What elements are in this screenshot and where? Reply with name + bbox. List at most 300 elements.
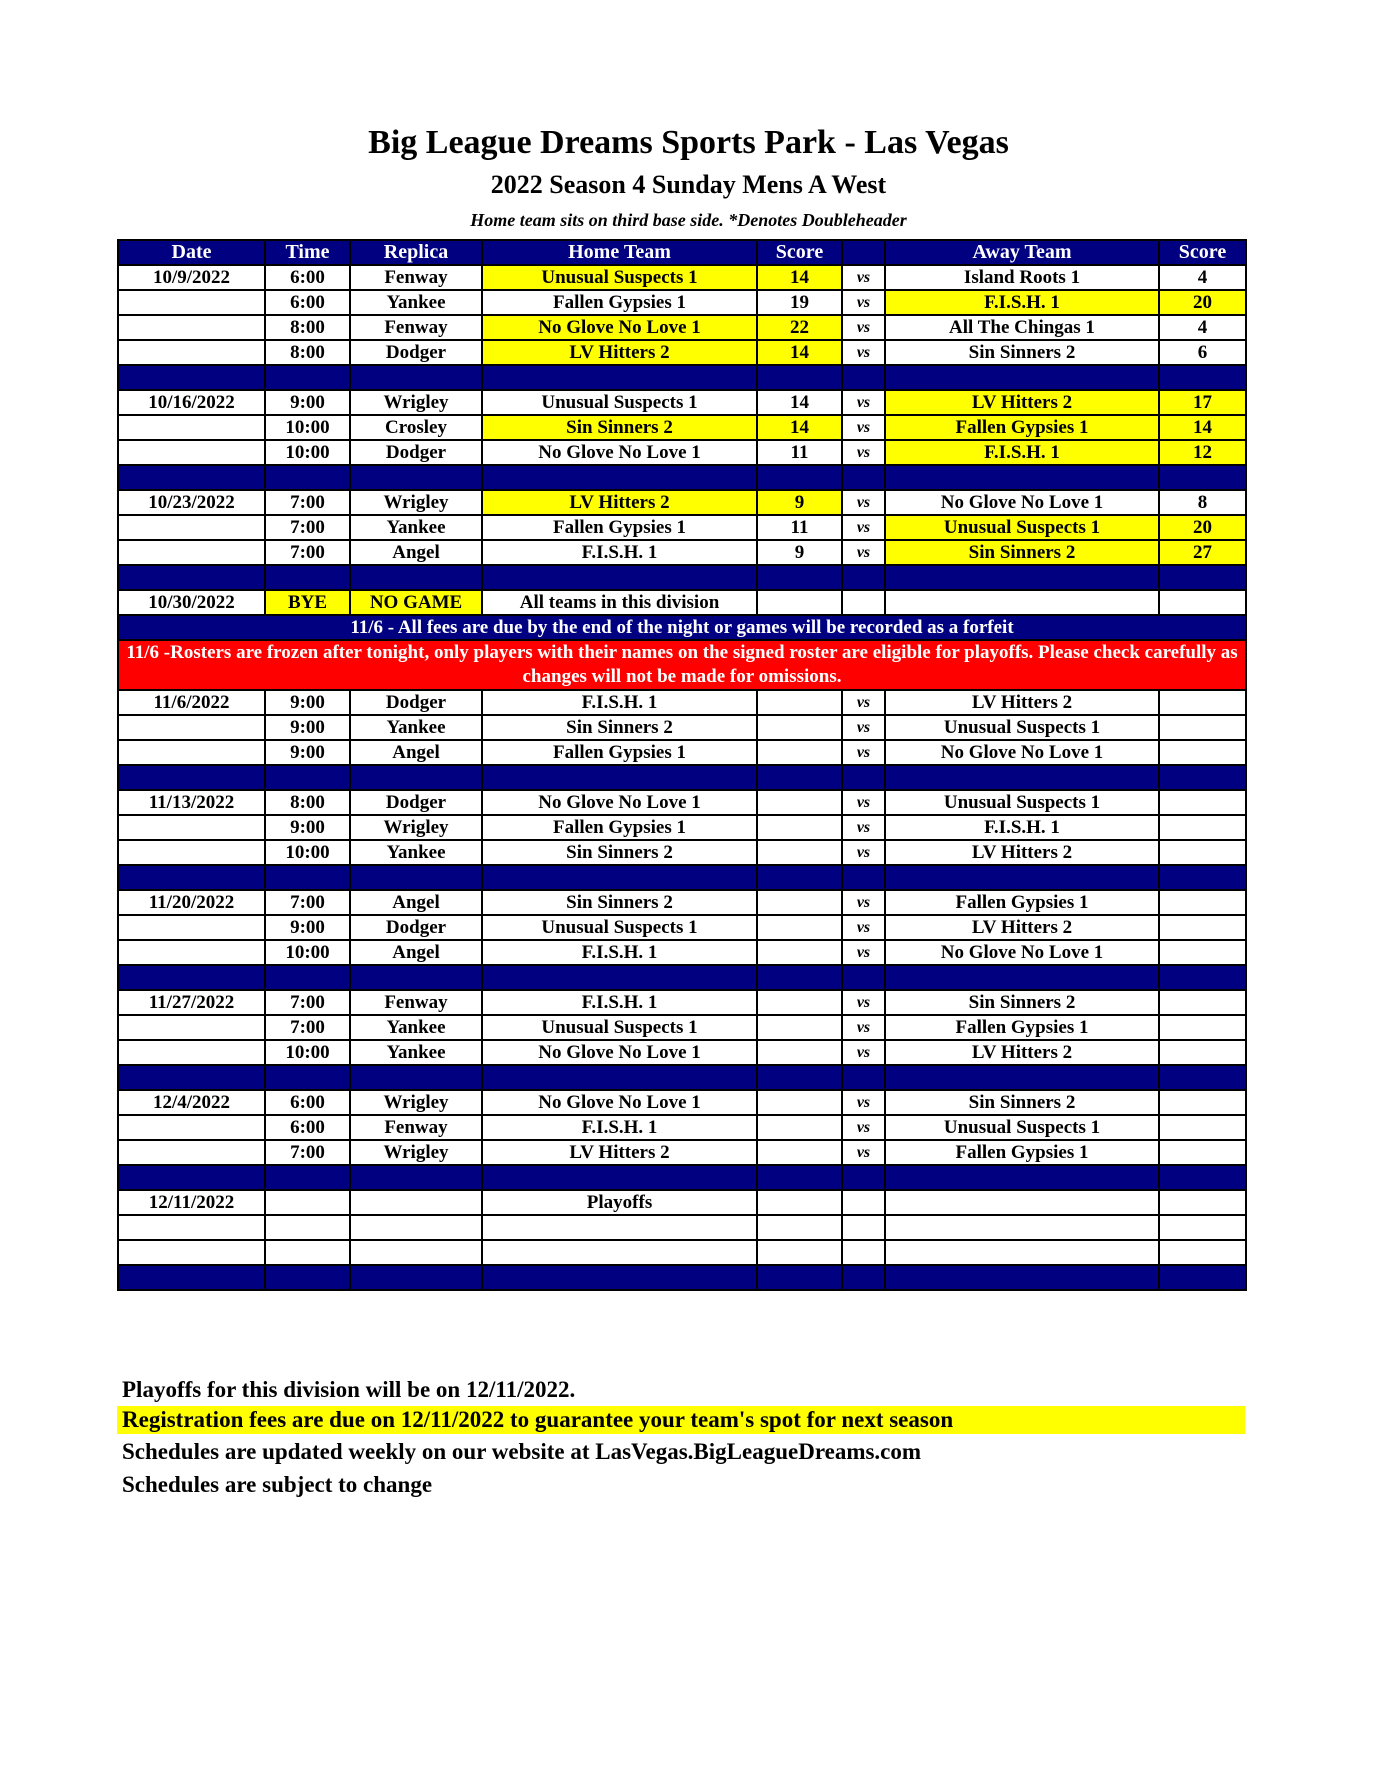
separator-cell (482, 865, 757, 890)
cell-home-team: No Glove No Love 1 (482, 790, 757, 815)
cell-replica: NO GAME (350, 590, 482, 615)
cell-vs: vs (842, 790, 885, 815)
cell-away-team: Fallen Gypsies 1 (885, 415, 1159, 440)
cell-away-team: Unusual Suspects 1 (885, 1115, 1159, 1140)
separator-row (118, 765, 1246, 790)
cell-date (118, 840, 265, 865)
cell-away-score (1159, 940, 1246, 965)
cell-home-team: Fallen Gypsies 1 (482, 740, 757, 765)
cell-away-score (1159, 1190, 1246, 1215)
table-row (118, 690, 1246, 715)
cell-time: 9:00 (265, 815, 350, 840)
cell-away-team: All The Chingas 1 (885, 315, 1159, 340)
cell-away-team: F.I.S.H. 1 (885, 440, 1159, 465)
separator-cell (118, 465, 265, 490)
cell-vs: vs (842, 740, 885, 765)
cell-replica: Wrigley (350, 1140, 482, 1165)
cell-replica: Fenway (350, 990, 482, 1015)
fee-notice: 11/6 - All fees are due by the end of the night or games will be recorded as a forfeit (118, 615, 1246, 640)
separator-cell (118, 865, 265, 890)
separator-cell (265, 865, 350, 890)
footer-subject-to-change: Schedules are subject to change (122, 1472, 433, 1497)
separator-cell (842, 865, 885, 890)
cell-vs: vs (842, 490, 885, 515)
cell-vs: vs (842, 840, 885, 865)
cell-away-score: 4 (1159, 315, 1246, 340)
cell-home-score: 9 (757, 540, 842, 565)
cell-date (118, 440, 265, 465)
cell-away-score (1159, 740, 1246, 765)
cell-home-score (757, 990, 842, 1015)
cell-home-team: F.I.S.H. 1 (482, 940, 757, 965)
cell-time: 7:00 (265, 490, 350, 515)
cell-home-score: 22 (757, 315, 842, 340)
cell-away-score (1159, 1040, 1246, 1065)
cell-time: 9:00 (265, 915, 350, 940)
table-row (118, 1240, 1246, 1265)
separator-cell (350, 465, 482, 490)
cell-away-team: Sin Sinners 2 (885, 340, 1159, 365)
cell-vs: vs (842, 1015, 885, 1040)
cell-replica: Fenway (350, 265, 482, 290)
separator-cell (1159, 1065, 1246, 1090)
cell-home-score (757, 1215, 842, 1240)
cell-vs: vs (842, 440, 885, 465)
separator-cell (350, 1265, 482, 1290)
cell-date (118, 1015, 265, 1040)
separator-cell (265, 465, 350, 490)
cell-time: 10:00 (265, 415, 350, 440)
cell-vs: vs (842, 540, 885, 565)
separator-cell (885, 1265, 1159, 1290)
header-home-team: Home Team (482, 240, 757, 265)
cell-home-team: LV Hitters 2 (482, 490, 757, 515)
table-row (118, 840, 1246, 865)
cell-time: 7:00 (265, 1140, 350, 1165)
separator-cell (350, 1065, 482, 1090)
table-row (118, 740, 1246, 765)
footer-playoffs: Playoffs for this division will be on 12/11/2022. (122, 1377, 576, 1402)
cell-replica: Yankee (350, 715, 482, 740)
separator-cell (842, 1165, 885, 1190)
cell-date (118, 1140, 265, 1165)
table-row (118, 1040, 1246, 1065)
cell-replica: Yankee (350, 840, 482, 865)
cell-vs: vs (842, 390, 885, 415)
cell-away-team: LV Hitters 2 (885, 915, 1159, 940)
cell-vs (842, 1190, 885, 1215)
cell-home-team: LV Hitters 2 (482, 340, 757, 365)
separator-cell (350, 365, 482, 390)
cell-vs (842, 1240, 885, 1265)
cell-time: 7:00 (265, 1015, 350, 1040)
header-away-score: Score (1159, 240, 1246, 265)
cell-vs: vs (842, 415, 885, 440)
cell-time: 10:00 (265, 1040, 350, 1065)
cell-away-score (1159, 1090, 1246, 1115)
separator-cell (885, 565, 1159, 590)
cell-vs: vs (842, 940, 885, 965)
cell-home-team: LV Hitters 2 (482, 1140, 757, 1165)
cell-away-team: Unusual Suspects 1 (885, 790, 1159, 815)
cell-away-team: LV Hitters 2 (885, 390, 1159, 415)
cell-home-team: F.I.S.H. 1 (482, 540, 757, 565)
separator-row (118, 1265, 1246, 1290)
table-row (118, 1140, 1246, 1165)
cell-home-score (757, 1090, 842, 1115)
cell-away-team: Fallen Gypsies 1 (885, 1140, 1159, 1165)
cell-vs: vs (842, 1040, 885, 1065)
cell-replica: Fenway (350, 315, 482, 340)
cell-home-team: No Glove No Love 1 (482, 315, 757, 340)
separator-cell (757, 465, 842, 490)
cell-time: 6:00 (265, 290, 350, 315)
separator-cell (265, 565, 350, 590)
separator-cell (757, 1265, 842, 1290)
cell-away-team (885, 1215, 1159, 1240)
cell-away-score: 20 (1159, 290, 1246, 315)
cell-away-score (1159, 1015, 1246, 1040)
cell-date (118, 1240, 265, 1265)
separator-cell (1159, 1265, 1246, 1290)
cell-vs: vs (842, 690, 885, 715)
cell-time: 9:00 (265, 390, 350, 415)
cell-time (265, 1240, 350, 1265)
cell-vs: vs (842, 290, 885, 315)
cell-away-score: 20 (1159, 515, 1246, 540)
cell-away-score: 27 (1159, 540, 1246, 565)
table-row (118, 265, 1246, 290)
cell-away-team: Sin Sinners 2 (885, 540, 1159, 565)
cell-home-score: 11 (757, 515, 842, 540)
cell-home-score: 11 (757, 440, 842, 465)
cell-time: 8:00 (265, 340, 350, 365)
cell-date (118, 1115, 265, 1140)
cell-away-team: Fallen Gypsies 1 (885, 1015, 1159, 1040)
separator-cell (885, 1065, 1159, 1090)
cell-time: 9:00 (265, 740, 350, 765)
cell-vs: vs (842, 315, 885, 340)
table-row (118, 715, 1246, 740)
separator-cell (118, 1165, 265, 1190)
separator-cell (842, 365, 885, 390)
separator-row (118, 965, 1246, 990)
cell-replica (350, 1215, 482, 1240)
fee-notice-row (118, 615, 1246, 640)
cell-home-team: F.I.S.H. 1 (482, 690, 757, 715)
cell-time: 9:00 (265, 715, 350, 740)
cell-away-score: 17 (1159, 390, 1246, 415)
cell-time: BYE (265, 590, 350, 615)
separator-cell (757, 1165, 842, 1190)
cell-date: 10/16/2022 (118, 390, 265, 415)
cell-replica: Dodger (350, 440, 482, 465)
separator-cell (757, 765, 842, 790)
separator-cell (1159, 365, 1246, 390)
cell-vs: vs (842, 1115, 885, 1140)
table-row (118, 390, 1246, 415)
cell-time: 7:00 (265, 515, 350, 540)
cell-date (118, 915, 265, 940)
cell-home-team: Fallen Gypsies 1 (482, 815, 757, 840)
cell-replica: Dodger (350, 340, 482, 365)
table-row (118, 1215, 1246, 1240)
header-time: Time (265, 240, 350, 265)
cell-away-score: 8 (1159, 490, 1246, 515)
table-row (118, 1115, 1246, 1140)
cell-away-team: LV Hitters 2 (885, 690, 1159, 715)
table-row (118, 290, 1246, 315)
cell-replica: Wrigley (350, 1090, 482, 1115)
table-row (118, 440, 1246, 465)
cell-away-team: Sin Sinners 2 (885, 990, 1159, 1015)
schedule-note: Home team sits on third base side. *Denotes Doubleheader (470, 210, 907, 230)
schedule-table (117, 239, 1247, 1291)
cell-away-team (885, 1240, 1159, 1265)
cell-home-score (757, 815, 842, 840)
cell-away-score: 14 (1159, 415, 1246, 440)
page-subtitle: 2022 Season 4 Sunday Mens A West (490, 170, 887, 199)
cell-home-score (757, 1240, 842, 1265)
separator-cell (842, 1065, 885, 1090)
cell-vs: vs (842, 890, 885, 915)
separator-cell (482, 465, 757, 490)
cell-away-team (885, 1190, 1159, 1215)
separator-cell (118, 1065, 265, 1090)
cell-date (118, 1215, 265, 1240)
separator-cell (118, 365, 265, 390)
cell-away-score (1159, 915, 1246, 940)
cell-home-team: Sin Sinners 2 (482, 715, 757, 740)
separator-cell (265, 1165, 350, 1190)
separator-cell (482, 1265, 757, 1290)
separator-cell (118, 765, 265, 790)
page-title: Big League Dreams Sports Park - Las Vegas (368, 124, 1009, 161)
separator-cell (842, 765, 885, 790)
table-row (118, 515, 1246, 540)
cell-date: 10/9/2022 (118, 265, 265, 290)
cell-time: 8:00 (265, 790, 350, 815)
cell-time: 6:00 (265, 1115, 350, 1140)
header-replica: Replica (350, 240, 482, 265)
cell-home-team: F.I.S.H. 1 (482, 990, 757, 1015)
cell-replica: Angel (350, 740, 482, 765)
header-away-team: Away Team (885, 240, 1159, 265)
cell-replica: Dodger (350, 690, 482, 715)
separator-cell (265, 965, 350, 990)
cell-time: 10:00 (265, 840, 350, 865)
cell-time: 7:00 (265, 540, 350, 565)
cell-vs: vs (842, 340, 885, 365)
separator-row (118, 1165, 1246, 1190)
table-row (118, 1015, 1246, 1040)
bye-row (118, 590, 1246, 615)
table-row (118, 1190, 1246, 1215)
cell-home-team: Unusual Suspects 1 (482, 915, 757, 940)
separator-cell (350, 1165, 482, 1190)
cell-home-team: Sin Sinners 2 (482, 840, 757, 865)
cell-vs: vs (842, 515, 885, 540)
cell-home-score: 19 (757, 290, 842, 315)
cell-date (118, 815, 265, 840)
cell-time: 7:00 (265, 890, 350, 915)
separator-cell (265, 1065, 350, 1090)
cell-home-score (757, 840, 842, 865)
cell-time: 6:00 (265, 1090, 350, 1115)
cell-away-score (1159, 1215, 1246, 1240)
table-row (118, 915, 1246, 940)
separator-cell (1159, 565, 1246, 590)
cell-home-score: 14 (757, 265, 842, 290)
cell-vs: vs (842, 1090, 885, 1115)
separator-cell (482, 565, 757, 590)
cell-away-team: F.I.S.H. 1 (885, 290, 1159, 315)
cell-away-team: LV Hitters 2 (885, 840, 1159, 865)
table-header-row (118, 240, 1246, 265)
cell-home-score (757, 715, 842, 740)
table-row (118, 815, 1246, 840)
cell-away-team: Island Roots 1 (885, 265, 1159, 290)
cell-replica: Angel (350, 540, 482, 565)
cell-replica: Angel (350, 940, 482, 965)
cell-vs: vs (842, 715, 885, 740)
cell-replica: Yankee (350, 515, 482, 540)
cell-away-team: No Glove No Love 1 (885, 740, 1159, 765)
cell-away-score (1159, 1140, 1246, 1165)
header-date: Date (118, 240, 265, 265)
cell-away-score (1159, 890, 1246, 915)
cell-vs: vs (842, 990, 885, 1015)
cell-home-score: 14 (757, 340, 842, 365)
table-row (118, 1090, 1246, 1115)
separator-row (118, 365, 1246, 390)
cell-time: 6:00 (265, 265, 350, 290)
separator-cell (757, 1065, 842, 1090)
cell-home-team: No Glove No Love 1 (482, 1090, 757, 1115)
cell-vs: vs (842, 1140, 885, 1165)
cell-away-score (1159, 840, 1246, 865)
cell-away-team: Sin Sinners 2 (885, 1090, 1159, 1115)
cell-home-score (757, 740, 842, 765)
footer-website: Schedules are updated weekly on our website at LasVegas.BigLeagueDreams.com (122, 1439, 922, 1464)
cell-date (118, 540, 265, 565)
cell-replica: Wrigley (350, 390, 482, 415)
separator-cell (265, 765, 350, 790)
cell-date (118, 1040, 265, 1065)
cell-away-score (1159, 1115, 1246, 1140)
cell-date (118, 290, 265, 315)
cell-away-score (1159, 790, 1246, 815)
cell-home-team: Sin Sinners 2 (482, 890, 757, 915)
cell-date: 10/23/2022 (118, 490, 265, 515)
separator-row (118, 1065, 1246, 1090)
table-row (118, 315, 1246, 340)
separator-cell (482, 1065, 757, 1090)
separator-cell (350, 965, 482, 990)
cell-away-score: 4 (1159, 265, 1246, 290)
separator-cell (265, 1265, 350, 1290)
cell-date: 11/27/2022 (118, 990, 265, 1015)
cell-away-score (1159, 990, 1246, 1015)
cell-replica: Crosley (350, 415, 482, 440)
cell-home-score (757, 1040, 842, 1065)
cell-away-team: Fallen Gypsies 1 (885, 890, 1159, 915)
cell-home-score (757, 940, 842, 965)
cell-date (118, 415, 265, 440)
separator-cell (482, 765, 757, 790)
cell-away-team: Unusual Suspects 1 (885, 715, 1159, 740)
cell-away-score (1159, 1240, 1246, 1265)
table-row (118, 790, 1246, 815)
separator-cell (885, 765, 1159, 790)
cell-away-score (1159, 815, 1246, 840)
cell-home-team: Playoffs (482, 1190, 757, 1215)
cell-home-score: 14 (757, 415, 842, 440)
separator-cell (350, 865, 482, 890)
cell-time: 10:00 (265, 440, 350, 465)
separator-cell (482, 1165, 757, 1190)
cell-date: 11/6/2022 (118, 690, 265, 715)
cell-away-team: Unusual Suspects 1 (885, 515, 1159, 540)
cell-away-score (1159, 590, 1246, 615)
cell-away-score: 6 (1159, 340, 1246, 365)
separator-cell (885, 865, 1159, 890)
cell-home-score: 9 (757, 490, 842, 515)
roster-notice-row (118, 640, 1246, 690)
separator-row (118, 565, 1246, 590)
cell-home-team: Fallen Gypsies 1 (482, 515, 757, 540)
table-row (118, 940, 1246, 965)
roster-notice: 11/6 -Rosters are frozen after tonight, only players with their names on the signed roster are eligible for playoffs. Please check carefully as changes will not be made for omissions. (118, 640, 1246, 690)
cell-home-team (482, 1215, 757, 1240)
cell-date (118, 315, 265, 340)
separator-cell (842, 565, 885, 590)
cell-home-score (757, 590, 842, 615)
separator-row (118, 865, 1246, 890)
separator-cell (885, 365, 1159, 390)
cell-home-score (757, 1015, 842, 1040)
cell-replica: Dodger (350, 790, 482, 815)
table-row (118, 490, 1246, 515)
footer-registration: Registration fees are due on 12/11/2022 to guarantee your team's spot for next season (117, 1406, 1245, 1434)
cell-vs: vs (842, 265, 885, 290)
cell-home-team: Unusual Suspects 1 (482, 1015, 757, 1040)
separator-cell (757, 365, 842, 390)
cell-replica: Yankee (350, 1015, 482, 1040)
table-row (118, 540, 1246, 565)
cell-home-team: Fallen Gypsies 1 (482, 290, 757, 315)
cell-home-team (482, 1240, 757, 1265)
cell-replica: Wrigley (350, 490, 482, 515)
separator-cell (757, 865, 842, 890)
cell-replica: Wrigley (350, 815, 482, 840)
separator-cell (1159, 465, 1246, 490)
cell-time: 10:00 (265, 940, 350, 965)
cell-date: 11/20/2022 (118, 890, 265, 915)
header-home-score: Score (757, 240, 842, 265)
cell-time (265, 1190, 350, 1215)
cell-replica: Fenway (350, 1115, 482, 1140)
cell-home-score (757, 1140, 842, 1165)
separator-cell (757, 965, 842, 990)
separator-cell (118, 565, 265, 590)
cell-date (118, 515, 265, 540)
table-row (118, 340, 1246, 365)
separator-cell (118, 1265, 265, 1290)
separator-cell (885, 465, 1159, 490)
table-row (118, 415, 1246, 440)
cell-home-team: Unusual Suspects 1 (482, 390, 757, 415)
